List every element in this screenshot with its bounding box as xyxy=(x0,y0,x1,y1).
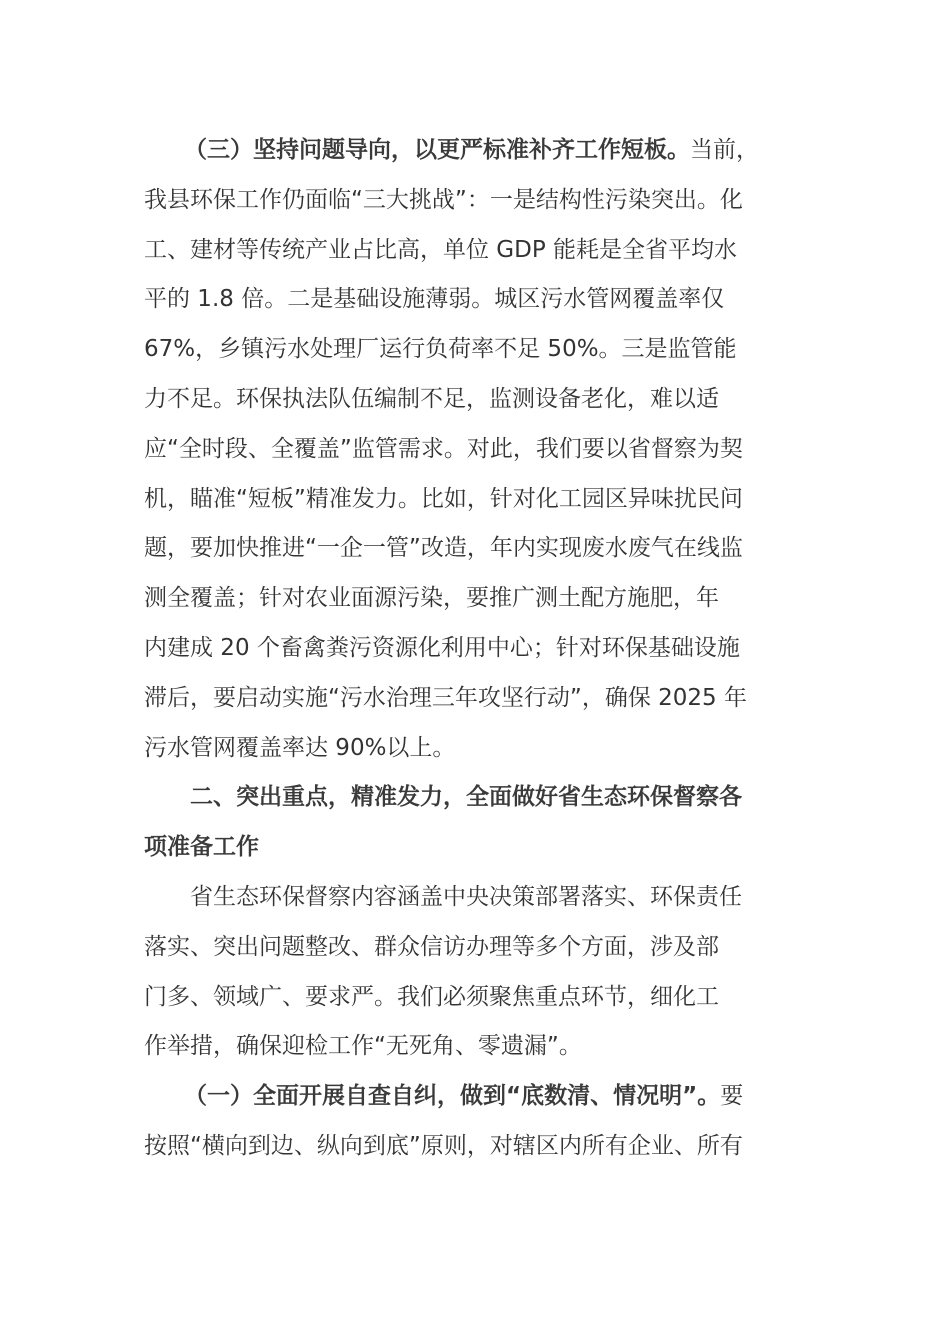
paragraph-line xyxy=(144,1072,804,1122)
paragraph-text: 要 xyxy=(720,1083,744,1110)
paragraph-line: 题，要加快推进“一企一管”改造，年内实现废水废气在线监 xyxy=(144,535,743,562)
paragraph-line: 67%，乡镇污水处理厂运行负荷率不足 50%。三是监管能 xyxy=(144,336,737,363)
paragraph-line: 污水管网覆盖率达 90%以上。 xyxy=(144,734,456,761)
subsection-heading: （一）全面开展自查自纠，做到“底数清、情况明”。 xyxy=(184,1083,721,1110)
subsection-heading: （三）坚持问题导向，以更严标准补齐工作短板。 xyxy=(184,137,690,163)
paragraph-line: 省生态环保督察内容涵盖中央决策部署落实、环保责任 xyxy=(190,883,742,910)
paragraph-text: 当前， xyxy=(690,137,759,163)
paragraph-line: 门多、领域广、要求严。我们必须聚焦重点环节，细化工 xyxy=(144,983,719,1010)
paragraph-line: 我县环保工作仍面临“三大挑战”：一是结构性污染突出。化 xyxy=(144,186,743,213)
paragraph-line: 测全覆盖；针对农业面源污染，要推广测土配方施肥，年 xyxy=(144,585,719,612)
section-heading: 项准备工作 xyxy=(144,834,259,861)
document-body xyxy=(144,126,804,1172)
paragraph-line: 落实、突出问题整改、群众信访办理等多个方面，涉及部 xyxy=(144,933,719,960)
paragraph-line xyxy=(144,126,804,176)
paragraph-line: 工、建材等传统产业占比高，单位 GDP 能耗是全省平均水 xyxy=(144,236,738,263)
paragraph-line: 滞后，要启动实施“污水治理三年攻坚行动”，确保 2025 年 xyxy=(144,684,747,711)
paragraph-line: 作举措，确保迎检工作“无死角、零遗漏”。 xyxy=(144,1033,582,1060)
paragraph-line: 内建成 20 个畜禽粪污资源化利用中心；针对环保基础设施 xyxy=(144,634,740,661)
paragraph-line: 平的 1.8 倍。二是基础设施薄弱。城区污水管网覆盖率仅 xyxy=(144,286,725,313)
paragraph-line: 按照“横向到边、纵向到底”原则，对辖区内所有企业、所有 xyxy=(144,1132,743,1159)
paragraph-line: 力不足。环保执法队伍编制不足，监测设备老化，难以适 xyxy=(144,385,719,412)
paragraph-line: 应“全时段、全覆盖”监管需求。对此，我们要以省督察为契 xyxy=(144,435,743,462)
paragraph-line: 机，瞄准“短板”精准发力。比如，针对化工园区异味扰民问 xyxy=(144,485,743,512)
section-heading: 二、突出重点，精准发力，全面做好省生态环保督察各 xyxy=(190,784,742,811)
